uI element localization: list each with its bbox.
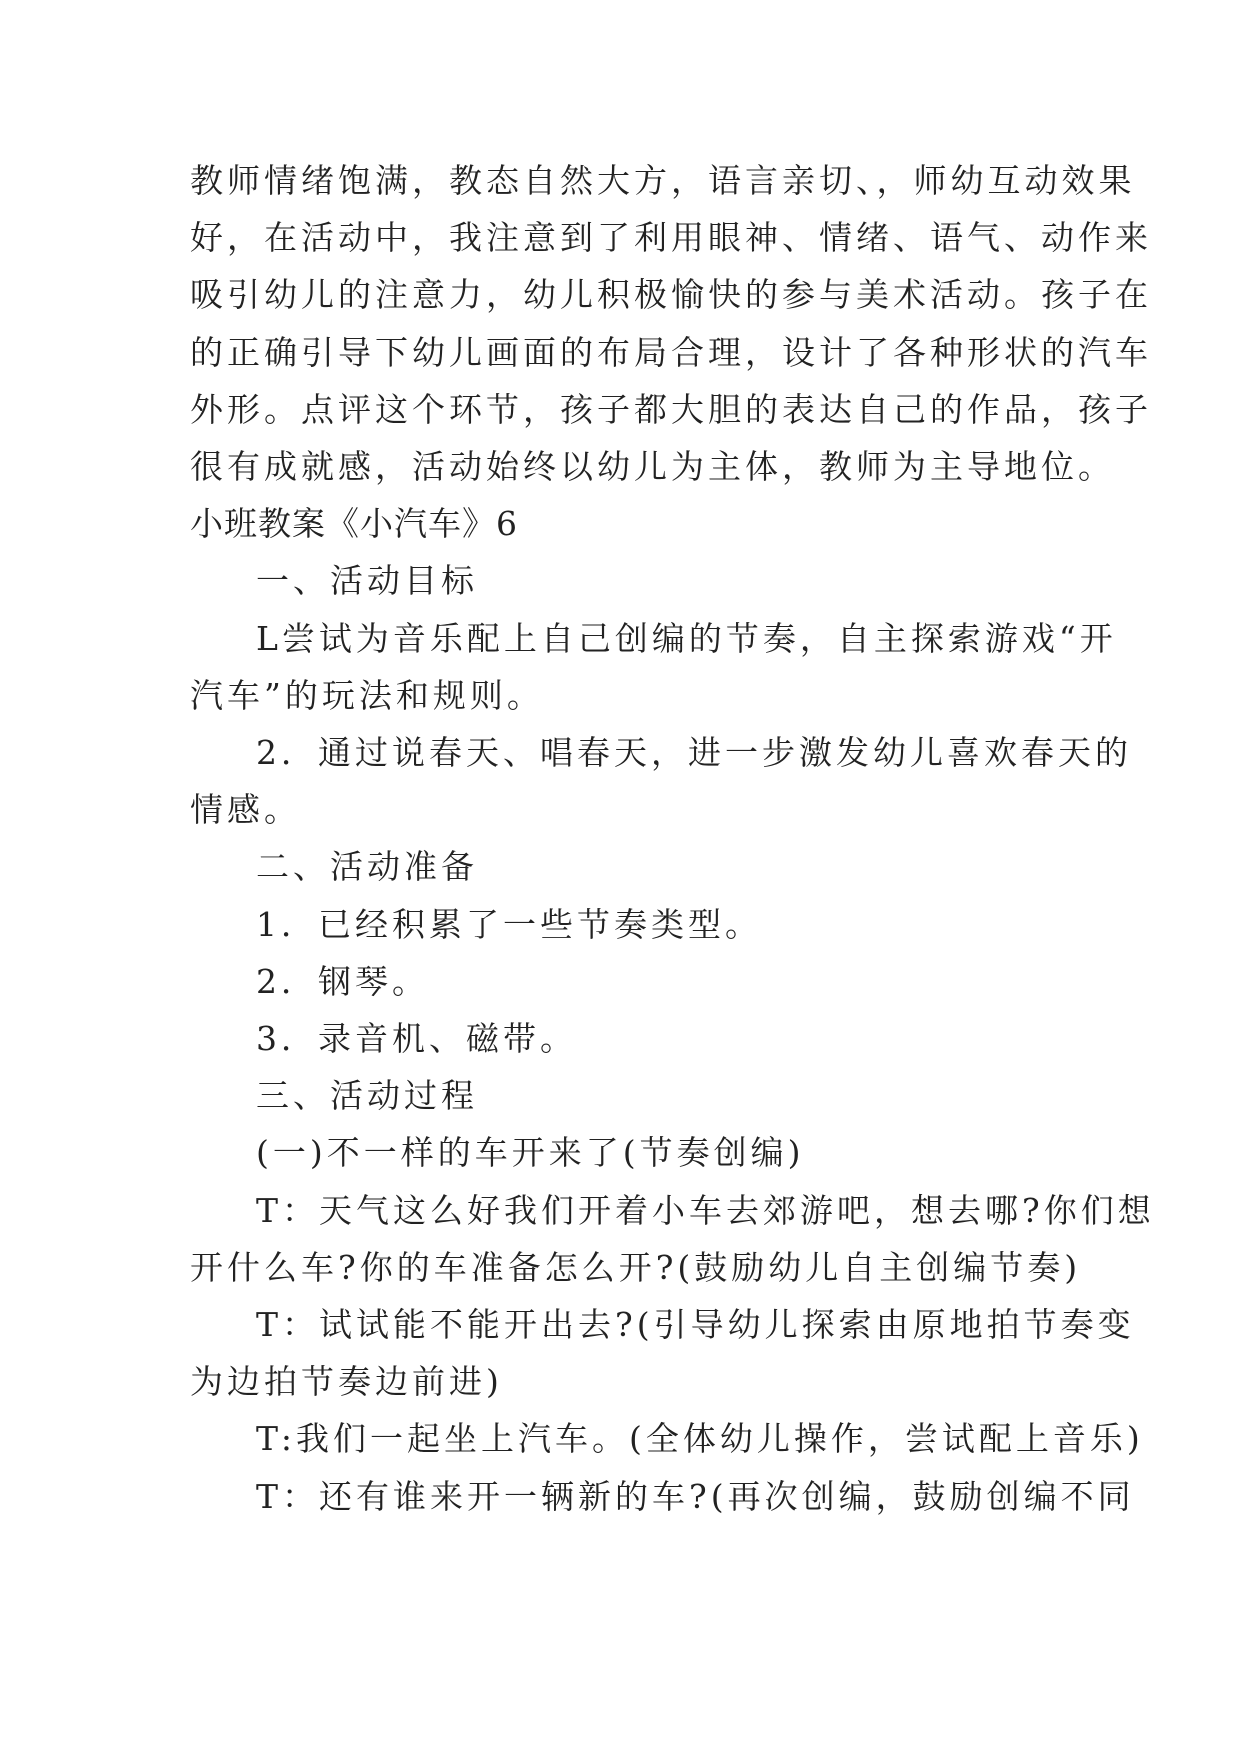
paragraph-line: 教师情绪饱满，教态自然大方，语言亲切、，师幼互动效果 [190,161,1136,200]
heading-activity-goals: 一、活动目标 [256,561,478,601]
document-body [190,152,1155,1525]
heading-activity-preparation: 二、活动准备 [256,847,478,887]
paragraph-line: L尝试为音乐配上自己创编的节奏，自主探索游戏“开 [256,618,1117,658]
paragraph-line: 为边拍节奏边前进) [190,1362,503,1402]
paragraph-line: T:我们一起坐上汽车。(全体幼儿操作，尝试配上音乐) [256,1419,1144,1459]
paragraph-line: 汽车”的玩法和规则。 [190,675,544,715]
paragraph-line: 情感。 [190,790,301,830]
paragraph-line: 很有成就感，活动始终以幼儿为主体，教师为主导地位。 [190,447,1115,487]
list-item: 3．录音机、磁带。 [256,1019,577,1059]
subheading: (一)不一样的车开来了(节奏创编) [256,1133,805,1173]
paragraph-line: 的正确引导下幼儿画面的布局合理，设计了各种形状的汽车 [190,332,1152,372]
paragraph-line: 外形。点评这个环节，孩子都大胆的表达自己的作品，孩子 [190,389,1152,429]
paragraph-line: 好，在活动中，我注意到了利用眼神、情绪、语气、动作来 [190,218,1152,258]
paragraph-line: T：试试能不能开出去?(引导幼儿探索由原地拍节奏变 [256,1305,1135,1345]
paragraph-line: 吸引幼儿的注意力，幼儿积极愉快的参与美术活动。孩子在 [190,275,1152,315]
section-title: 小班教案《小汽车》6 [190,504,518,544]
list-item: 2．钢琴。 [256,961,429,1001]
paragraph-line: T：天气这么好我们开着小车去郊游吧，想去哪?你们想 [256,1190,1155,1230]
heading-activity-process: 三、活动过程 [256,1076,478,1116]
paragraph-line: 开什么车?你的车准备怎么开?(鼓励幼儿自主创编节奏) [190,1247,1082,1287]
paragraph-line: T：还有谁来开一辆新的车?(再次创编，鼓励创编不同 [256,1476,1135,1516]
paragraph-line: 2．通过说春天、唱春天，进一步激发幼儿喜欢春天的 [256,733,1132,773]
list-item: 1．已经积累了一些节奏类型。 [256,904,762,944]
